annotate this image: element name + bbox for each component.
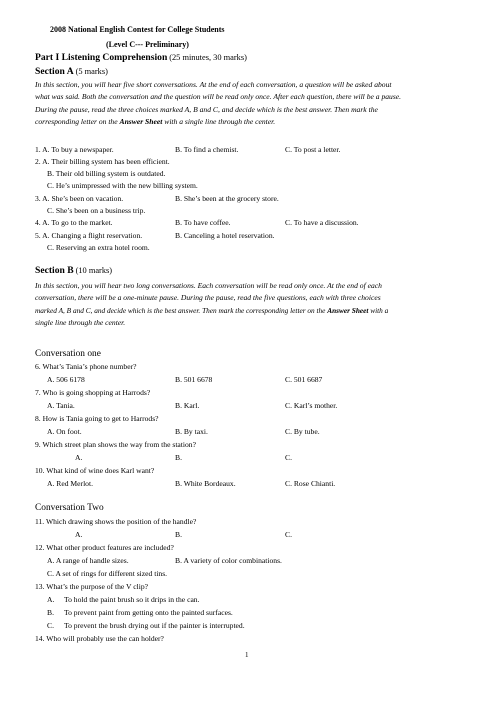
question-12-option-c: C. A set of rings for different sized tins. [47, 569, 168, 578]
part1-heading: Part I Listening Comprehension (25 minutes, 30 marks) [35, 52, 247, 63]
question-3-option-b: B. She’s been at the grocery store. [175, 194, 279, 203]
conversation-two-heading: Conversation Two [35, 503, 104, 513]
question-11-option-a: A. [75, 530, 83, 539]
question-2-option-c: C. He’s unimpressed with the new billing system. [47, 181, 198, 190]
question-7-option-c: C. Karl’s mother. [285, 401, 338, 410]
question-11: 11. Which drawing shows the position of the handle? [35, 517, 197, 526]
question-12-option-b: B. A variety of color combinations. [175, 556, 282, 565]
document-title: 2008 National English Contest for College Students [50, 25, 225, 34]
question-6-option-b: B. 501 6678 [175, 375, 213, 384]
question-7-option-b: B. Karl. [175, 401, 200, 410]
question-13-option-c-letter: C. [47, 621, 54, 630]
conversation-one-heading: Conversation one [35, 349, 101, 359]
question-9-option-c: C. [285, 453, 292, 462]
question-6: 6. What’s Tania’s phone number? [35, 362, 137, 371]
question-10: 10. What kind of wine does Karl want? [35, 466, 155, 475]
section-b-instructions: In this section, you will hear two long conversations. Each conversation will be read only once. At the end of each conversation, there will be a one-minute pause. During the pause, read the five questions, each with three choices marked A, B and C, and decide which is the best answer. Then mark the corresponding letter on the Answer Sheet with a single line through the center. [35, 281, 389, 328]
question-1-option-b: B. To find a chemist. [175, 145, 239, 154]
question-12: 12. What other product features are included? [35, 543, 174, 552]
question-3-option-c: C. She’s been on a business trip. [47, 206, 146, 215]
question-9-option-b: B. [175, 453, 182, 462]
question-10-option-a: A. Red Merlot. [47, 479, 93, 488]
question-8-option-a: A. On foot. [47, 427, 82, 436]
page-number: 1 [245, 651, 249, 659]
question-13-option-b-letter: B. [47, 608, 54, 617]
question-2-option-b: B. Their old billing system is outdated. [47, 169, 166, 178]
question-8-option-b: B. By taxi. [175, 427, 208, 436]
question-12-option-a: A. A range of handle sizes. [47, 556, 129, 565]
question-13-option-a-letter: A. [47, 595, 55, 604]
question-7: 7. Who is going shopping at Harrods? [35, 388, 151, 397]
question-13-option-b: To prevent paint from getting onto the painted surfaces. [64, 608, 233, 617]
document-level: (Level C--- Preliminary) [106, 40, 189, 49]
question-13: 13. What’s the purpose of the V clip? [35, 582, 149, 591]
question-14: 14. Who will probably use the can holder? [35, 634, 164, 643]
question-7-option-a: A. Tania. [47, 401, 75, 410]
question-2: 2. A. Their billing system has been efficient. [35, 157, 170, 166]
section-a-heading: Section A (5 marks) [35, 66, 108, 77]
question-6-option-a: A. 506 6178 [47, 375, 85, 384]
question-6-option-c: C. 501 6687 [285, 375, 323, 384]
question-4-option-b: B. To have coffee. [175, 218, 231, 227]
question-4-option-c: C. To have a discussion. [285, 218, 359, 227]
question-4: 4. A. To go to the market. [35, 218, 113, 227]
question-5: 5. A. Changing a flight reservation. [35, 231, 143, 240]
question-11-option-c: C. [285, 530, 292, 539]
question-5-option-b: B. Canceling a hotel reservation. [175, 231, 275, 240]
question-13-option-a: To hold the paint brush so it drips in the can. [64, 595, 200, 604]
section-a-instructions: In this section, you will hear five short conversations. At the end of each conversation, a question will be asked about what was said. Both the conversation and the question will be read only once. After each question, there will be a pause. During the pause, read the three choices marked A, B and C, and decide which is the best answer. Then mark the corresponding letter on the Answer Sheet with a single line through the center. [35, 80, 402, 127]
question-1-option-c: C. To post a letter. [285, 145, 341, 154]
question-1: 1. A. To buy a newspaper. [35, 145, 114, 154]
question-5-option-c: C. Reserving an extra hotel room. [47, 243, 150, 252]
question-3: 3. A. She’s been on vacation. [35, 194, 124, 203]
question-8: 8. How is Tania going to get to Harrods? [35, 414, 159, 423]
question-11-option-b: B. [175, 530, 182, 539]
question-13-option-c: To prevent the brush drying out if the painter is interrupted. [64, 621, 245, 630]
question-9: 9. Which street plan shows the way from the station? [35, 440, 196, 449]
question-10-option-b: B. White Bordeaux. [175, 479, 236, 488]
section-b-heading: Section B (10 marks) [35, 265, 113, 276]
question-10-option-c: C. Rose Chianti. [285, 479, 336, 488]
question-8-option-c: C. By tube. [285, 427, 320, 436]
question-9-option-a: A. [75, 453, 83, 462]
